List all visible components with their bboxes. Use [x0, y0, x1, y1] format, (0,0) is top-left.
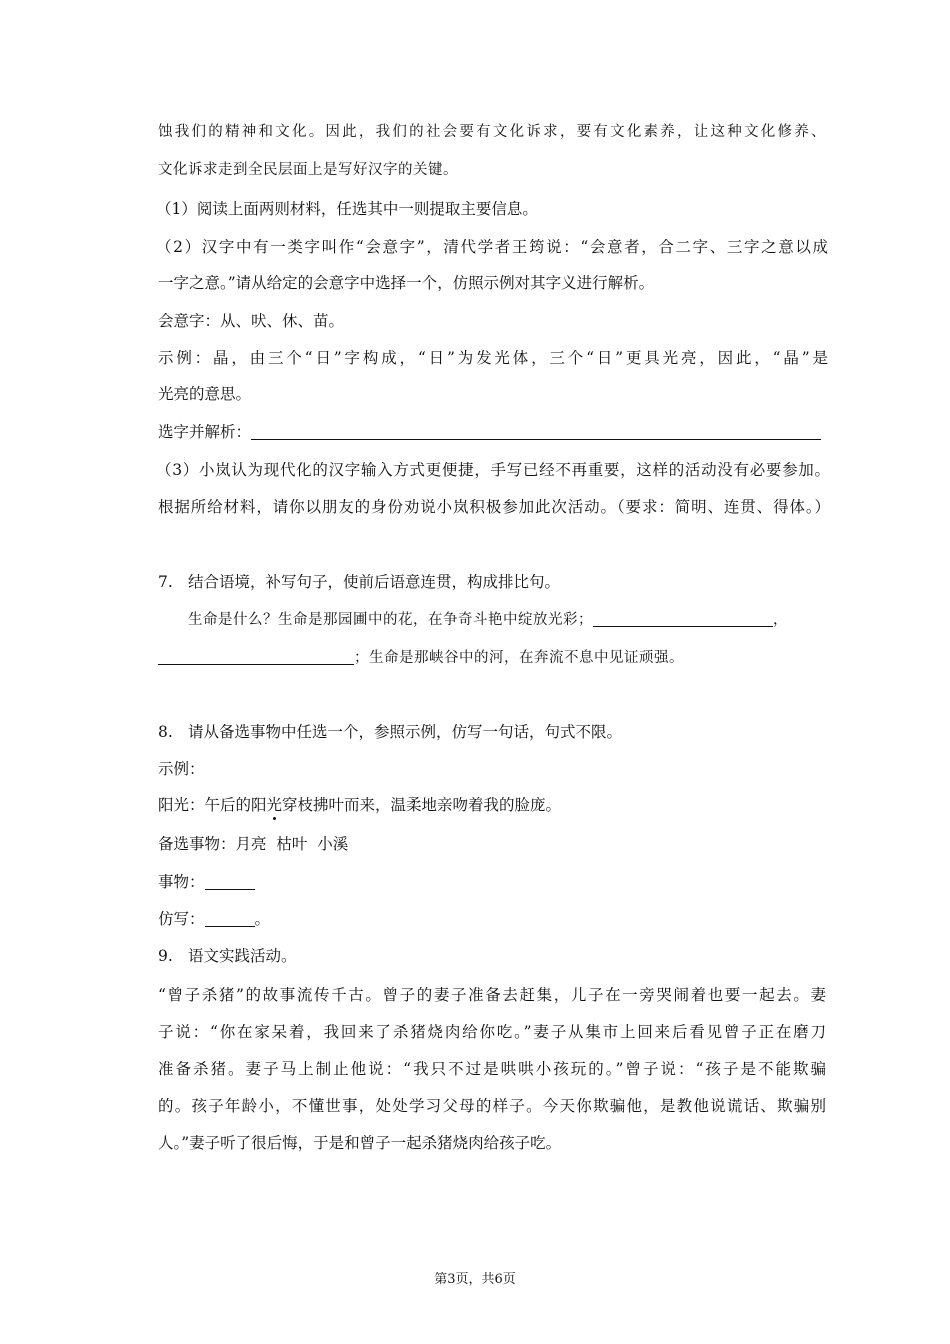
q8-item-label: 事物： — [158, 873, 205, 891]
q8-number: 8. — [158, 723, 173, 741]
q7-blank-2[interactable] — [158, 648, 354, 665]
q6-part3-line: （3）小岚认为现代化的汉字输入方式更便捷，手写已经不再重要，这样的活动没有必要参加。 — [156, 461, 830, 479]
q6-answer-label: 选字并解析： — [158, 423, 252, 441]
q9-heading — [158, 944, 297, 968]
q6-part2-line: （2）汉字中有一类字叫作“会意字”，清代学者王筠说：“会意者，合二字、三字之意以成 — [156, 238, 828, 256]
q8-item-blank[interactable] — [205, 873, 255, 890]
q6-part2-line: 一字之意。”请从给定的会意字中选择一个，仿照示例对其字义进行解析。 — [158, 274, 655, 292]
q8-options: 备选事物：月亮 枯叶 小溪 — [158, 835, 349, 853]
q8-example-text: 阳光：午后的阳 — [158, 796, 267, 814]
q6-part1: （1）阅读上面两则材料，任选其中一则提取主要信息。 — [156, 200, 538, 218]
q8-imitate-label: 仿写： — [158, 910, 205, 928]
q8-prompt: 请从备选事物中任选一个，参照示例，仿写一句话，句式不限。 — [188, 723, 623, 741]
q9-story-line: “曾子杀猪”的故事流传千古。曾子的妻子准备去赶集，儿子在一旁哭闹着也要一起去。妻 — [158, 986, 826, 1004]
q6-example-line: 示例：晶，由三个“日”字构成，“日”为发光体，三个“日”更具光亮，因此，“晶”是 — [158, 349, 828, 367]
q7-sentence-text: 生命是什么？生命是那园圃中的花，在争奇斗艳中绽放光彩； — [188, 612, 593, 628]
q7-sentence-line — [188, 608, 788, 632]
q8-imitate-row — [158, 907, 270, 931]
page-number-footer: 第3页，共6页 — [434, 1272, 516, 1287]
q9-title: 语文实践活动。 — [188, 947, 297, 965]
q8-heading — [158, 720, 622, 744]
q7-blank-1[interactable] — [593, 610, 773, 627]
q6-example-line: 光亮的意思。 — [158, 385, 252, 403]
q7-prompt: 结合语境，补写句子，使前后语意连贯，构成排比句。 — [188, 573, 561, 591]
q6-part3-line: 根据所给材料，请你以朋友的身份劝说小岚积极参加此次活动。（要求：简明、连贯、得体。） — [158, 498, 830, 516]
q8-emphasis-char: 光 — [266, 796, 283, 814]
q7-sentence-line — [158, 646, 684, 670]
q8-imitate-blank[interactable] — [205, 910, 255, 927]
q8-example-label: 示例： — [158, 760, 205, 778]
material-text-line: 文化诉求走到全民层面上是写好汉字的关键。 — [158, 162, 458, 178]
q7-heading — [158, 570, 560, 594]
q9-story-line: 人。”妻子听了很后悔，于是和曾子一起杀猪烧肉给孩子吃。 — [158, 1134, 562, 1152]
q7-number: 7. — [158, 573, 173, 591]
q8-example-text: 穿枝拂叶而来，温柔地亲吻着我的脸庞。 — [282, 796, 562, 814]
q7-comma: ， — [773, 612, 788, 628]
q9-story-line: 准备杀猪。妻子马上制止他说：“我只不过是哄哄小孩玩的。”曾子说：“孩子是不能欺骗 — [158, 1060, 826, 1078]
q7-sentence-text: ；生命是那峡谷中的河，在奔流不息中见证顽强。 — [354, 650, 684, 666]
q8-imitate-end: 。 — [254, 910, 271, 928]
q8-item-row — [158, 870, 255, 894]
material-text-line: 蚀我们的精神和文化。因此，我们的社会要有文化诉求，要有文化素养，让这种文化修养、 — [158, 124, 826, 140]
q6-answer-row — [158, 420, 821, 444]
q6-characters: 会意字：从、吠、休、苗。 — [158, 312, 345, 330]
q9-number: 9. — [158, 947, 173, 965]
q6-answer-blank[interactable] — [251, 423, 821, 440]
q9-story-line: 的。孩子年龄小，不懂世事，处处学习父母的样子。今天你欺骗他，是教他说谎话、欺骗别 — [158, 1097, 826, 1115]
q9-story-line: 子说：“你在家呆着，我回来了杀猪烧肉给你吃。”妻子从集市上回来后看见曾子正在磨刀 — [158, 1023, 826, 1041]
q8-example-sentence — [158, 793, 561, 817]
